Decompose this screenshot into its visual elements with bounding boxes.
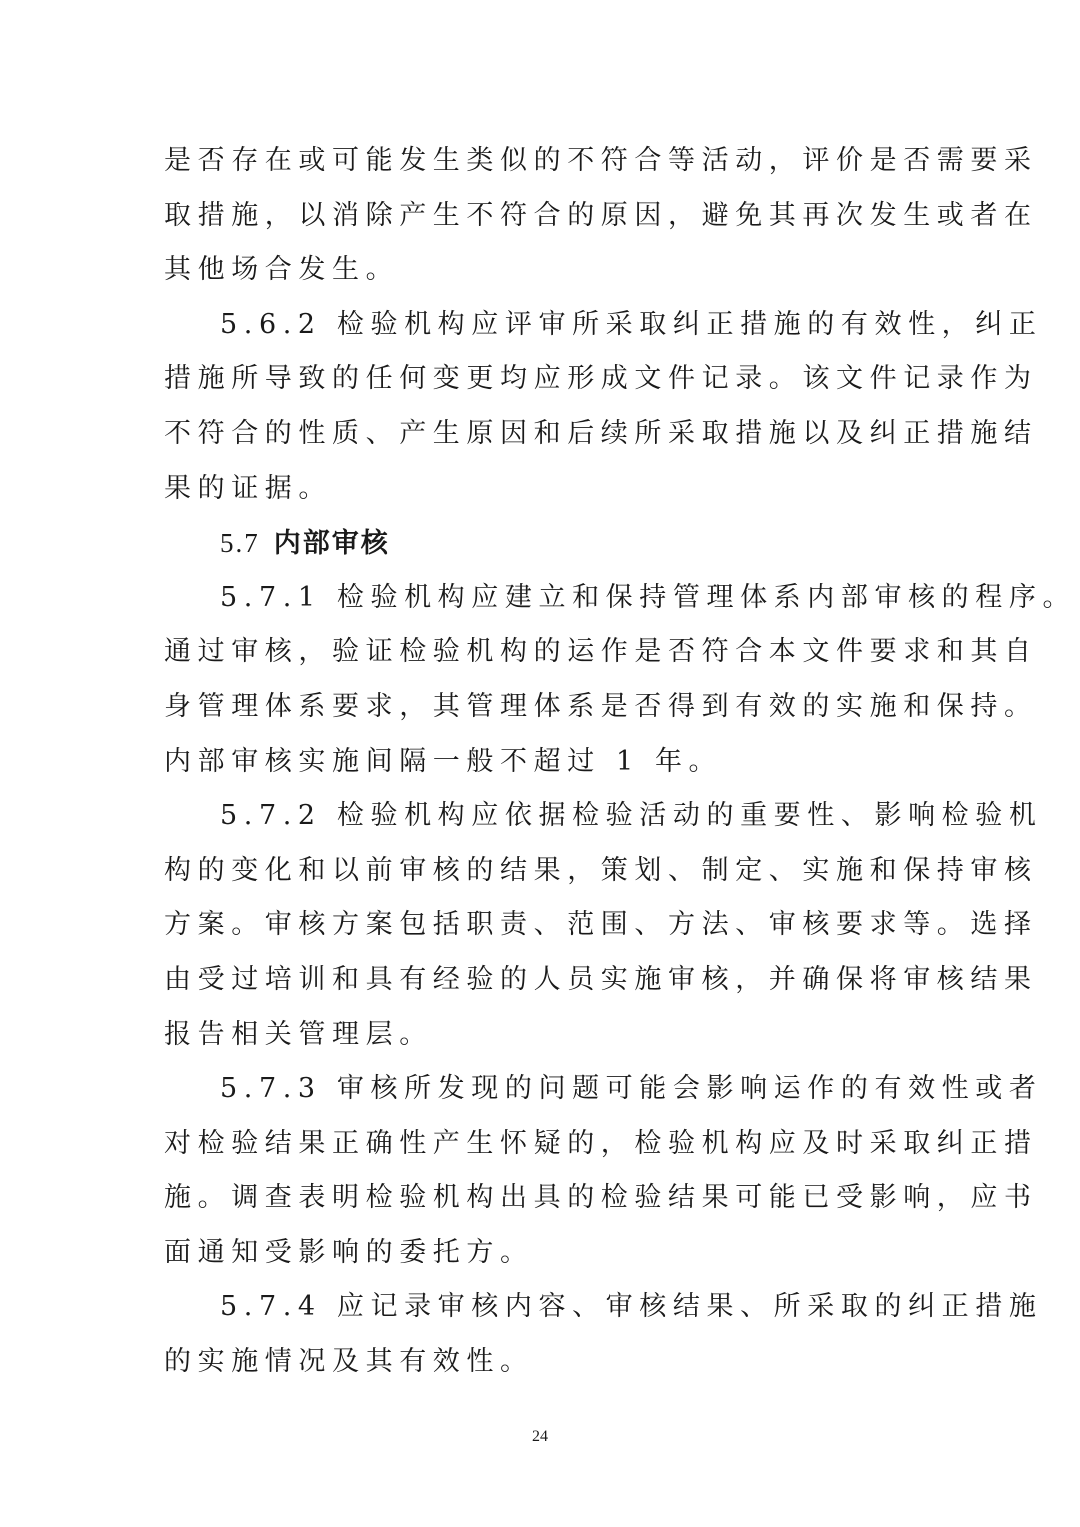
text-line: 内部审核实施间隔一般不超过 1 年。 xyxy=(164,745,723,777)
text-line: 身管理体系要求，其管理体系是否得到有效的实施和保持。 xyxy=(164,690,1038,722)
text-line: 取措施，以消除产生不符合的原因，避免其再次发生或者在 xyxy=(164,199,1038,231)
text-line: 对检验结果正确性产生怀疑的，检验机构应及时采取纠正措 xyxy=(164,1127,1038,1159)
text-line: 由受过培训和具有经验的人员实施审核，并确保将审核结果 xyxy=(164,963,1038,995)
text-line: 是否存在或可能发生类似的不符合等活动，评价是否需要采 xyxy=(164,145,1038,176)
paragraph-5-7-2-start: 5.7.2 检验机构应依据检验活动的重要性、影响检验机 xyxy=(220,800,1043,832)
text-line: 构的变化和以前审核的结果，策划、制定、实施和保持审核 xyxy=(164,854,1038,886)
text-line: 不符合的性质、产生原因和后续所采取措施以及纠正措施结 xyxy=(164,417,1038,449)
paragraph-5-6-2-start: 5.6.2 检验机构应评审所采取纠正措施的有效性，纠正 xyxy=(220,308,1043,340)
text-line: 通过审核，验证检验机构的运作是否符合本文件要求和其自 xyxy=(164,636,1038,668)
text-line: 方案。审核方案包括职责、范围、方法、审核要求等。选择 xyxy=(164,909,1038,941)
text-line: 其他场合发生。 xyxy=(164,254,400,286)
section-heading xyxy=(164,516,916,571)
page-number: 24 xyxy=(532,1428,548,1445)
paragraph-5-7-1-start: 5.7.1 检验机构应建立和保持管理体系内部审核的程序。 xyxy=(220,581,1077,613)
text-line: 的实施情况及其有效性。 xyxy=(164,1346,534,1378)
paragraph-5-7-3-start: 5.7.3 审核所发现的问题可能会影响运作的有效性或者 xyxy=(220,1073,1043,1105)
page-body xyxy=(164,134,1077,1390)
section-number: 5.7 xyxy=(220,528,260,559)
paragraph-5-7-4-start: 5.7.4 应记录审核内容、审核结果、所采取的纠正措施 xyxy=(220,1291,1043,1323)
section-title: 内部审核 xyxy=(273,528,390,560)
text-line: 措施所导致的任何变更均应形成文件记录。该文件记录作为 xyxy=(164,363,1038,395)
text-line: 面通知受影响的委托方。 xyxy=(164,1236,534,1268)
text-line: 果的证据。 xyxy=(164,472,332,504)
text-line: 施。调查表明检验机构出具的检验结果可能已受影响，应书 xyxy=(164,1182,1038,1214)
text-line: 报告相关管理层。 xyxy=(164,1018,433,1050)
